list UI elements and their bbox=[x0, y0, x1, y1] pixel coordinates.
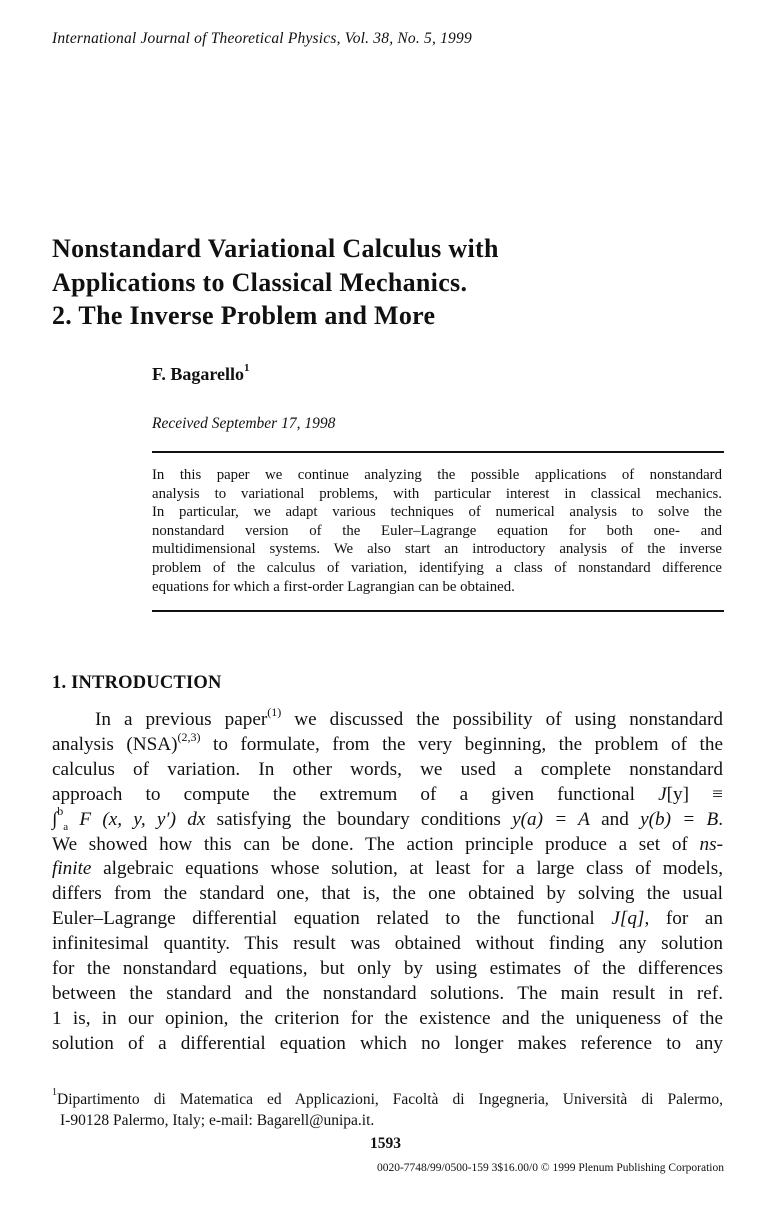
author-footnote-mark: 1 bbox=[244, 362, 250, 374]
paper-title bbox=[52, 232, 732, 333]
section-heading: 1. INTRODUCTION bbox=[52, 673, 222, 693]
abstract-line: In particular, we adapt various techniques of numerical analysis to solve the bbox=[152, 504, 722, 521]
abstract-line: multidimensional systems. We also start an introductory analysis of the inverse bbox=[152, 541, 722, 558]
page-number: 1593 bbox=[370, 1135, 401, 1152]
body-line: Euler–Lagrange differential equation related to the functional J[q], for an bbox=[52, 908, 724, 930]
body-line: solution of a differential equation which no longer makes reference to any bbox=[52, 1032, 723, 1054]
body-line: infinitesimal quantity. This result was obtained without finding any solution bbox=[52, 933, 723, 955]
body-line: calculus of variation. In other words, we used a complete nonstandard bbox=[52, 758, 723, 780]
abstract-line: problem of the calculus of variation, identifying a class of nonstandard difference bbox=[152, 559, 722, 576]
title-line: Nonstandard Variational Calculus with bbox=[52, 234, 499, 263]
footnote-line: $^1$Dipartimento di Matematica ed Applicazioni, Facoltà di Ingegneria, Università di Palermo, bbox=[52, 1087, 723, 1109]
body-line: 1 is, in our opinion, the criterion for the existence and the uniqueness of the bbox=[52, 1007, 723, 1029]
body-line: ∫$^b_a$ F (x, y, y′) dx satisfying the boundary conditions y(a) = A and y(b) = B. bbox=[52, 804, 723, 833]
abstract-line: nonstandard version of the Euler–Lagrange equation for both one- and bbox=[152, 522, 722, 539]
body-line: analysis (NSA)$^{(2,3)}$ to formulate, from the very beginning, the problem of the bbox=[52, 729, 723, 755]
body-line: approach to compute the extremum of a given functional J[y] ≡ bbox=[52, 783, 723, 805]
body-line: We showed how this can be done. The action principle produce a set of ns- bbox=[52, 833, 723, 855]
footnote bbox=[52, 1086, 723, 1131]
body-paragraph bbox=[52, 704, 724, 1057]
body-line: for the nonstandard equations, but only by using estimates of the differences bbox=[52, 958, 723, 980]
citation-ref: (1) bbox=[267, 704, 282, 719]
body-line: differs from the standard one, that is, the one obtained by solving the usual bbox=[52, 883, 723, 905]
body-line: In a previous paper$^{(1)}$ we discussed the possibility of using nonstandard bbox=[95, 704, 723, 730]
body-line: between the standard and the nonstandard solutions. The main result in ref. bbox=[52, 982, 723, 1004]
integral-sign: ∫ bbox=[52, 808, 58, 830]
abstract bbox=[152, 466, 722, 596]
abstract-line: equations for which a first-order Lagrangian can be obtained. bbox=[152, 578, 515, 595]
title-line: 2. The Inverse Problem and More bbox=[52, 301, 436, 330]
abstract-line: In this paper we continue analyzing the possible applications of nonstandard bbox=[152, 467, 722, 483]
journal-header: International Journal of Theoretical Physics, Vol. 38, No. 5, 1999 bbox=[52, 30, 472, 47]
author bbox=[152, 364, 250, 385]
copyright-line: 0020-7748/99/0500-159 3$16.00/0 © 1999 Plenum Publishing Corporation bbox=[376, 1162, 724, 1174]
footnote-mark: 1 bbox=[52, 1087, 57, 1098]
footnote-line: I-90128 Palermo, Italy; e-mail: Bagarell@unipa.it. bbox=[60, 1111, 375, 1129]
abstract-bottom-rule bbox=[152, 610, 724, 612]
received-date: Received September 17, 1998 bbox=[152, 415, 336, 432]
title-line: Applications to Classical Mechanics. bbox=[52, 267, 468, 297]
author-name: F. Bagarello bbox=[152, 364, 245, 384]
abstract-top-rule bbox=[152, 451, 724, 453]
body-line: finite algebraic equations whose solution, at least for a large class of models, bbox=[52, 858, 723, 880]
citation-ref: (2,3) bbox=[177, 729, 201, 744]
abstract-line: analysis to variational problems, with particular interest in classical mechanics. bbox=[152, 485, 722, 502]
